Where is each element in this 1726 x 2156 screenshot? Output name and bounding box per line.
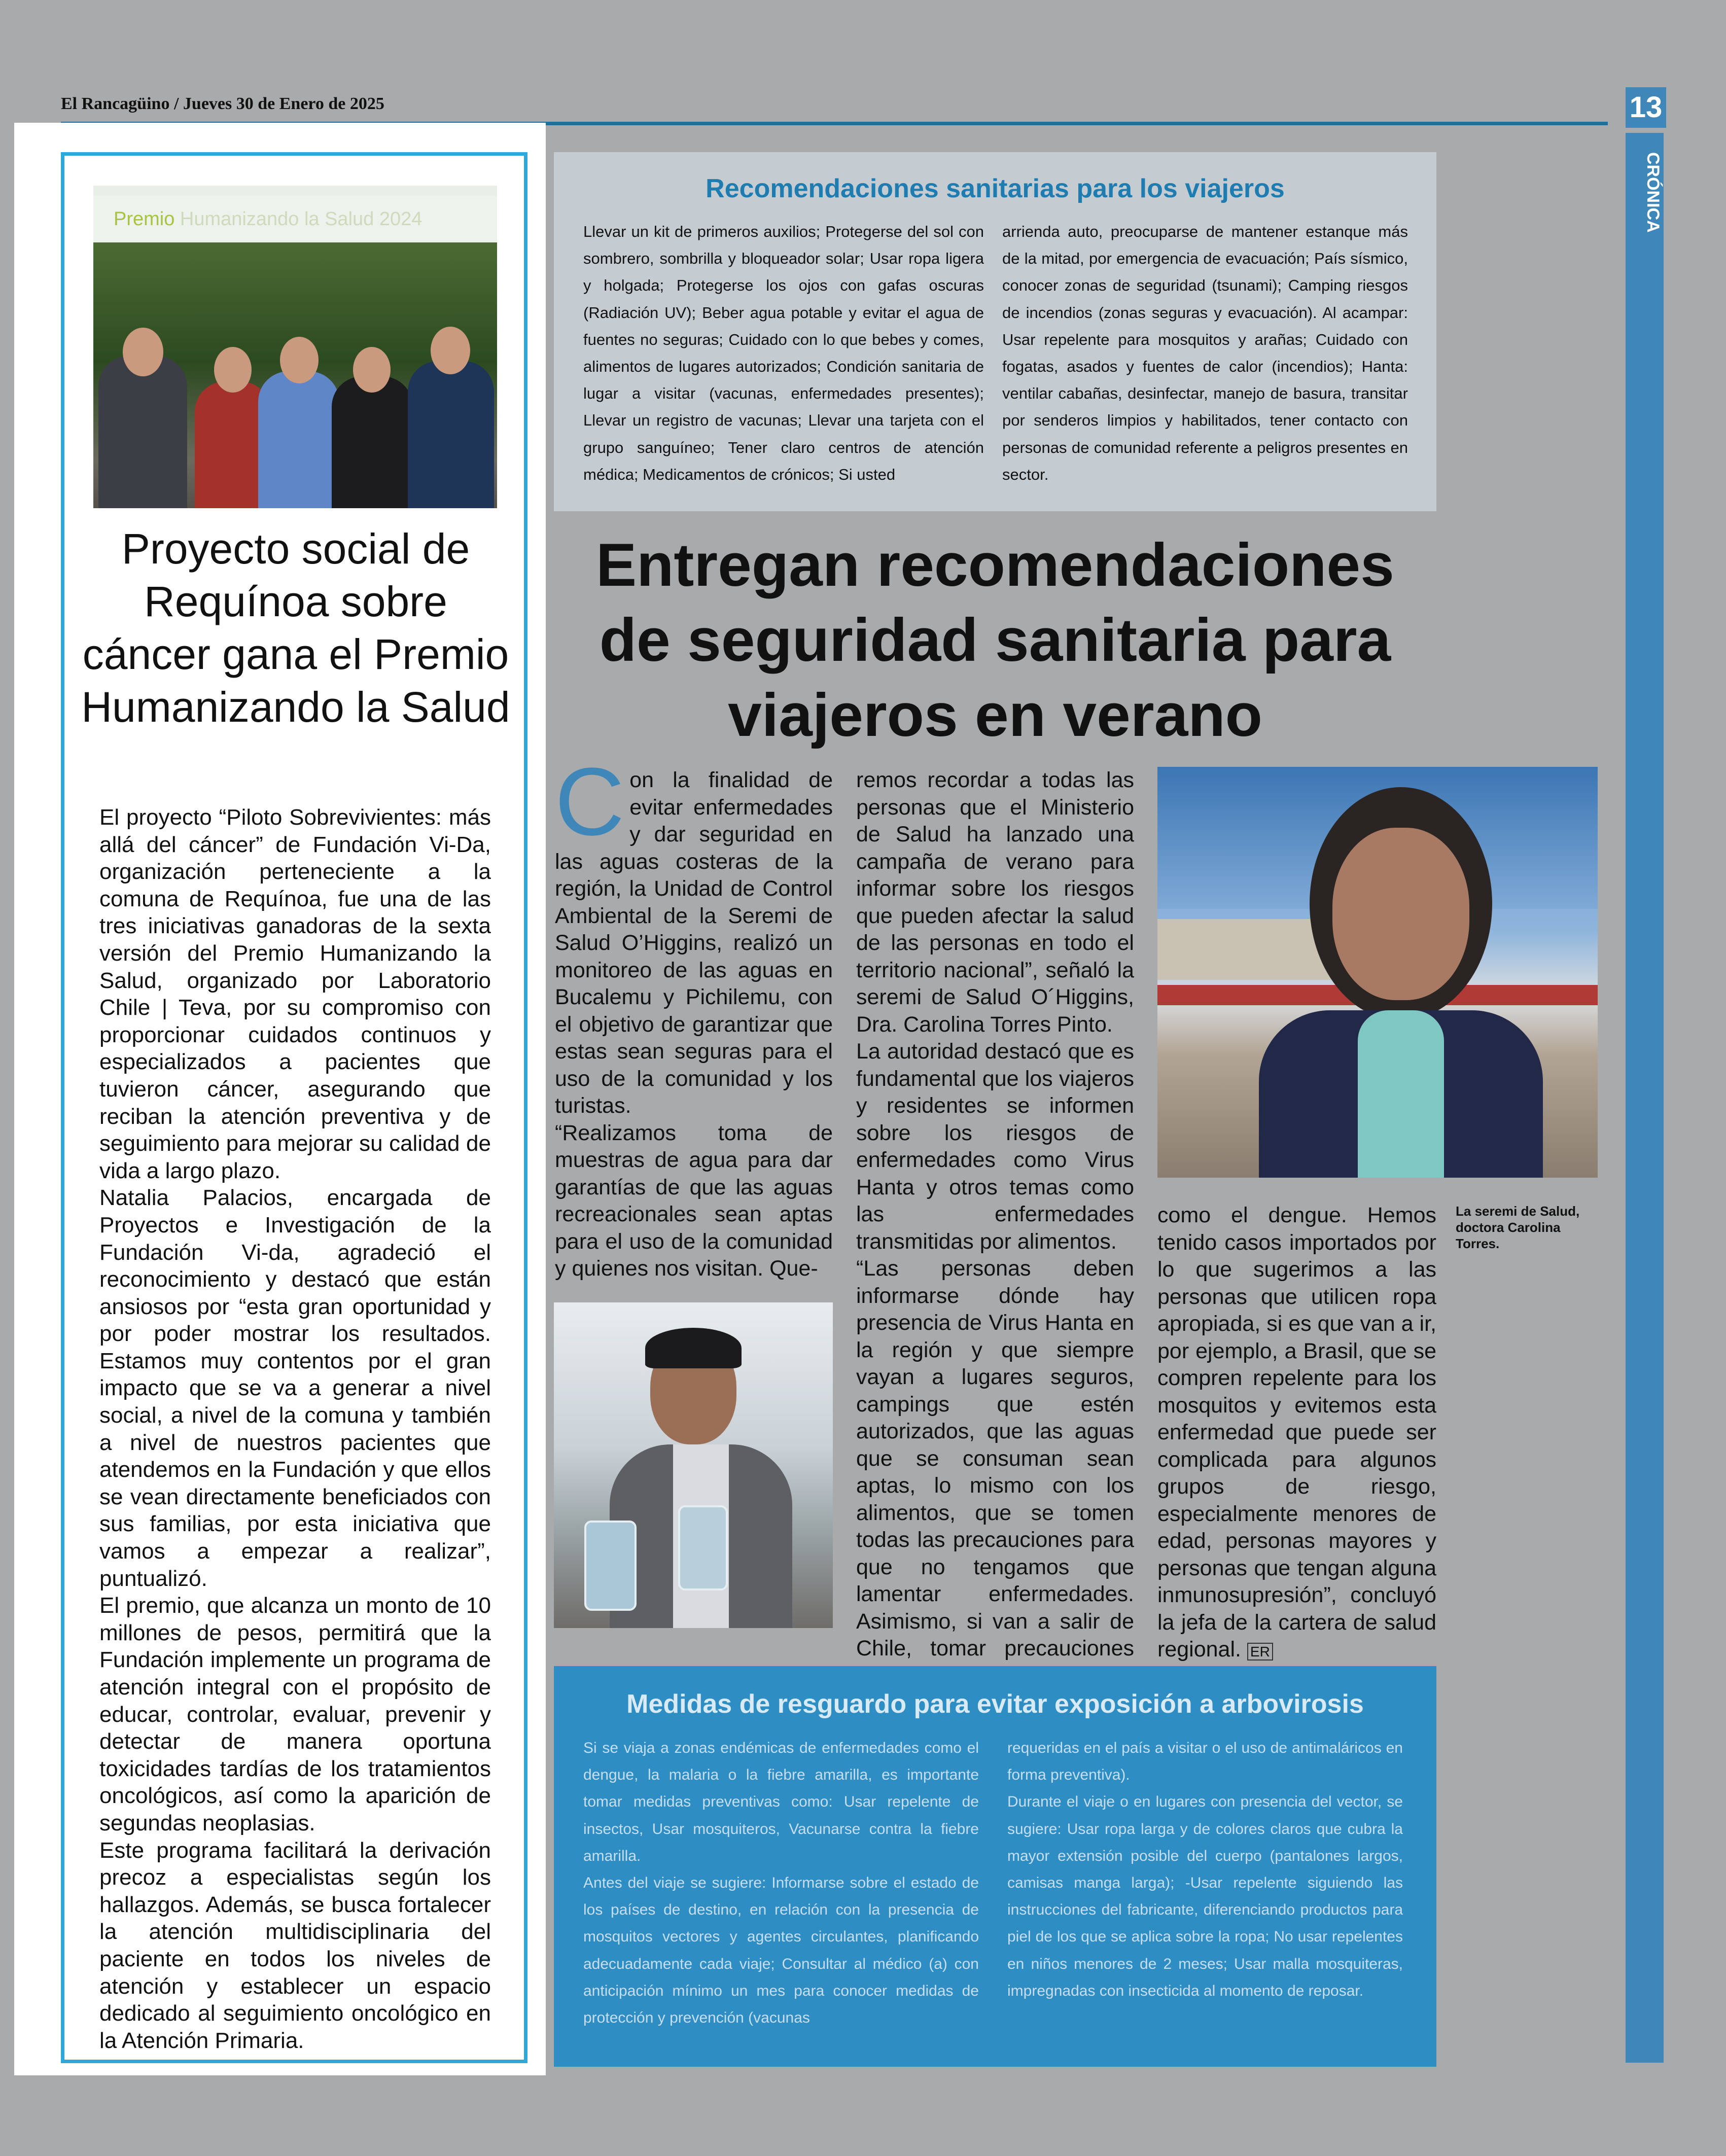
main-col-b-p3: “Las personas deben informarse dónde hay presencia de Virus Hanta en la región y que siempre vayan a lugares seguros, campings que estén autorizados, que las aguas que se consuman sean aptas, lo mismo con los alimentos, que se tomen todas las precauciones para que no tengamos que lamentar enfermedades. Asimismo, si van a salir de Chile, tomar precauciones bbox=[856, 1256, 1134, 1660]
arbovirosis-col-2-p1: requeridas en el país a visitar o el uso de antimaláricos en forma preventiva). bbox=[1007, 1740, 1403, 1784]
main-col-b-p1: remos recordar a todas las personas que el Ministerio de Salud ha lanzado una campaña de verano para informar sobre los riesgos que pueden afectar la salud de las personas en todo el territorio nacional”, señaló la seremi de Salud O´Higgins, Dra. Carolina Torres Pinto. bbox=[856, 768, 1134, 1037]
section-label: CRÓNICA bbox=[1643, 152, 1663, 233]
main-col-a-p2: “Realizamos toma de muestras de agua para dar garantías de que las aguas recreacionales sean aptas para el uso de la comunidad y quienes nos visitan. Que- bbox=[555, 1120, 833, 1281]
arbovirosis-col-2-p2: Durante el viaje o en lugares con presencia del vector, se sugiere: Usar ropa larga y de colores claros que cubra la mayor extensión posible del cuerpo (pantalones largos, camisas manga larga); -Usar repelente siguiendo las instrucciones del fabricante, diferenciando productos para piel de los que se aplica sobre la ropa; No usar repelentes en niños menores de 2 meses; Usar malla mosquiteras, impregnadas con insecticida al momento de reposar. bbox=[1007, 1793, 1403, 1999]
left-paragraph-2: Natalia Palacios, encargada de Proyectos e Investigación de la Fundación Vi-da, agradeció el reconocimiento y destacó que están ansiosos por “esta gran oportunidad y por poder mostrar los resultados. Estamos muy contentos por el gran impacto que se va a generar a nivel social, a nivel de la comuna y también a nivel de nuestros pacientes que atendemos en la Fundación y que ellos se vean directamente beneficiados con sus familias, por esta iniciativa que vamos a empezar a realizar”, puntualizó. bbox=[99, 1185, 491, 1591]
arbovirosis-col-2 bbox=[1007, 1735, 1403, 2004]
arbovirosis-col-1-p1: Si se viaja a zonas endémicas de enfermedades como el dengue, la malaria o la fiebre amarilla, es importante tomar medidas preventivas como: Usar repelente de insectos, Usar mosquiteros, Vacunarse contra la fiebre amarilla. bbox=[583, 1740, 979, 1864]
main-col-b bbox=[856, 767, 1134, 1689]
left-article-title: Proyecto social de Requínoa sobre cáncer gana el Premio Humanizando la Salud bbox=[81, 525, 510, 731]
recommendations-col-1: Llevar un kit de primeros auxilios; Protegerse del sol con sombrero, sombrilla y bloqueador solar; Usar ropa ligera y holgada; Protegerse los ojos con gafas oscuras (Radiación UV); Beber agua potable y evitar el agua de fuentes no seguras; Cuidado con lo que bebes y comes, alimentos de lugares autorizados; Condición sanitaria de lugar a visitar (vacunas, enfermedades presentes); Llevar un registro de vacunas; Llevar una tarjeta con el grupo sanguíneo; Tener claro centros de atención médica; Medicamentos de crónicos; Si usted bbox=[583, 223, 984, 483]
left-paragraph-3: El premio, que alcanza un monto de 10 millones de pesos, permitirá que la Fundación implemente un programa de atención integral con el propósito de educar, controlar, evaluar, prevenir y detectar de manera oportuna toxicidades tardías de los tratamientos oncológicos, así como la aparición de segundas neoplasias. bbox=[99, 1593, 491, 1835]
main-headline: Entregan recomendaciones de seguridad sanitaria para viajeros en verano bbox=[596, 531, 1394, 749]
drop-cap: C bbox=[555, 748, 625, 856]
recommendations-title: Recomendaciones sanitarias para los viajeros bbox=[706, 174, 1285, 203]
photo-caption: La seremi de Salud, doctora Carolina Torres. bbox=[1456, 1204, 1580, 1251]
award-banner: Premio Humanizando la Salud 2024 bbox=[93, 196, 497, 242]
main-col-b-p2: La autoridad destacó que es fundamental que los viajeros y residentes se informen sobre los riesgos de enfermedades como Virus Hanta y otros temas como las enfermedades transmitidas por alimentos. bbox=[856, 1039, 1134, 1254]
main-col-c-text: como el dengue. Hemos tenido casos importados por lo que sugerimos a las personas que utilicen ropa apropiada, si es que van a ir, por ejemplo, a Brasil, que se compren repelente para los mosquitos y evitemos esta enfermedad que puede ser complicada para algunos grupos de riesgo, especialmente menores de edad, personas mayores y personas que tengan alguna inmunosupresión”, concluyó la jefa de la cartera de salud regional. bbox=[1157, 1203, 1436, 1662]
seremi-photo bbox=[1157, 767, 1598, 1178]
end-mark: ER bbox=[1247, 1643, 1273, 1660]
masthead-date: Jueves 30 de Enero de 2025 bbox=[183, 94, 384, 113]
left-paragraph-4: Este programa facilitará la derivación precoz a especialistas según los hallazgos. Además, se busca fortalecer la atención multidisciplinaria del paciente en todos los niveles de atención y establecer un espacio dedicado al seguimiento oncológico en la Atención Primaria. bbox=[99, 1837, 491, 2053]
recommendations-col-2: arrienda auto, preocuparse de mantener estanque más de la mitad, por emergencia de evacuación; País sísmico, conocer zonas de seguridad (tsunami); Camping riesgos de incendios (zonas seguras y evacuación). Al acampar: Usar repelente para mosquitos y arañas; Cuidado con fogatas, asados y fuentes de calor (incendios); Hanta: ventilar cabañas, desinfectar, manejo de basura, transitar por senderos limpios y habilitados, tener contacto con personas de comunidad referente a peligros presentes en sector. bbox=[1002, 223, 1408, 483]
arbovirosis-title: Medidas de resguardo para evitar exposición a arbovirosis bbox=[626, 1689, 1364, 1719]
water-sample-photo bbox=[554, 1302, 833, 1628]
arbovirosis-col-1 bbox=[583, 1735, 979, 2031]
award-group-photo bbox=[93, 186, 497, 508]
masthead: El Rancagüino / Jueves 30 de Enero de 2025 bbox=[61, 94, 384, 113]
masthead-paper: El Rancagüino bbox=[61, 94, 170, 113]
main-col-c bbox=[1157, 1202, 1436, 1666]
left-paragraph-1: El proyecto “Piloto Sobrevivientes: más allá del cáncer” de Fundación Vi-Da, organización perteneciente a la comuna de Requínoa, fue una de las tres iniciativas ganadoras de la sexta versión del Premio Humanizando la Salud, organizado por Laboratorio Chile | Teva, por su compromiso con proporcionar cuidados continuos y especializados a pacientes que tuvieron cáncer, asegurando que reciban la atención preventiva y de seguimiento para mejorar su calidad de vida a largo plazo. bbox=[99, 805, 491, 1183]
main-col-a-p1: on la finalidad de evitar enfermedades y dar seguridad en las aguas costeras de la región, la Unidad de Control Ambiental de la Seremi de Salud O’Higgins, realizó un monitoreo de las aguas en Bucalemu y Pichilemu, con el objetivo de garantizar que estas sean seguras para el uso de la comunidad y los turistas. bbox=[555, 768, 833, 1118]
arbovirosis-col-1-p2: Antes del viaje se sugiere: Informarse sobre el estado de los países de destino, en relación con la presencia de mosquitos vectores y agentes circulantes, planificando adecuadamente cada viaje; Consultar al médico (a) con anticipación mínimo un mes para conocer medidas de protección y prevención (vacunas bbox=[583, 1875, 979, 2027]
section-strip bbox=[1626, 133, 1664, 2063]
main-col-a bbox=[555, 748, 833, 1283]
left-article-body bbox=[99, 804, 491, 2054]
page-number: 13 bbox=[1626, 87, 1666, 128]
